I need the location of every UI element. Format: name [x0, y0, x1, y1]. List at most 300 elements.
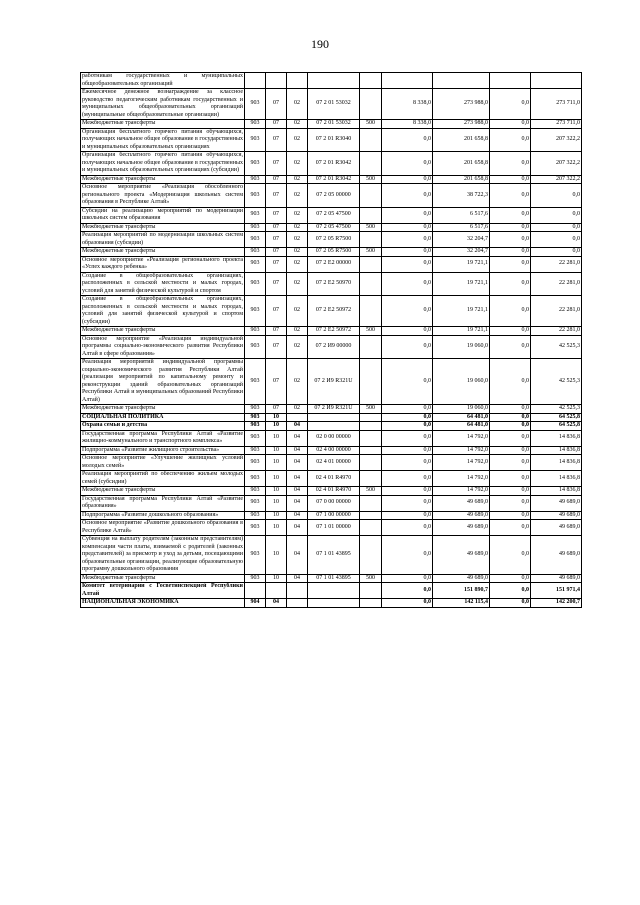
ministry-code: 903 [245, 520, 266, 536]
target-item-code: 07 1 01 43895 [308, 536, 360, 575]
row-name: Реализация мероприятий индивидуальной программы социально-экономического развития Республики Алтай (реализация мероприятий по капитальному ремонту и реконструкции зданий образовательных организаций Республики Алтай и муниципальных образований Республики Алтай) [82, 359, 243, 403]
table-row [81, 583, 582, 599]
target-item-code [308, 413, 360, 422]
amount-col-3: 0,0 [490, 471, 531, 487]
subsection-code [287, 413, 308, 422]
expense-type-code [360, 207, 382, 223]
amount-col-3: 0,0 [490, 430, 531, 446]
subsection-code: 02 [287, 405, 308, 414]
ministry-code: 903 [245, 471, 266, 487]
target-item-code: 07 1 01 43895 [308, 574, 360, 583]
amount-col-4: 49 689,0 [531, 520, 582, 536]
row-name: Государственная программа Республики Алтай «Развитие образования» [82, 495, 243, 509]
subsection-code: 02 [287, 327, 308, 336]
target-item-code: 07 2 05 R7500 [308, 232, 360, 248]
amount-col-1: 0,0 [382, 223, 433, 232]
table-row [81, 207, 582, 223]
amount-col-4: 14 836,8 [531, 446, 582, 455]
amount-col-4: 64 525,8 [531, 422, 582, 431]
target-item-code: 02 4 00 00000 [308, 446, 360, 455]
amount-col-3: 0,0 [490, 152, 531, 176]
expense-type-code [360, 520, 382, 536]
section-code: 07 [266, 232, 287, 248]
ministry-code: 903 [245, 120, 266, 129]
amount-col-1: 0,0 [382, 359, 433, 405]
amount-col-3: 0,0 [490, 413, 531, 422]
amount-col-1 [382, 73, 433, 89]
ministry-code [245, 73, 266, 89]
amount-col-3: 0,0 [490, 296, 531, 327]
amount-col-1: 0,0 [382, 128, 433, 152]
subsection-code: 02 [287, 335, 308, 359]
amount-col-3: 0,0 [490, 574, 531, 583]
ministry-code: 903 [245, 207, 266, 223]
table-row [81, 599, 582, 608]
amount-col-3: 0,0 [490, 89, 531, 120]
amount-col-1: 0,0 [382, 574, 433, 583]
ministry-code: 903 [245, 455, 266, 471]
amount-col-1: 0,0 [382, 175, 433, 184]
expense-type-code [360, 422, 382, 431]
amount-col-4: 151 971,4 [531, 583, 582, 599]
amount-col-2 [433, 73, 490, 89]
row-name: работникам государственных и муниципальных общеобразовательных организаций [82, 73, 243, 87]
expense-type-code [360, 232, 382, 248]
expense-type-code: 500 [360, 223, 382, 232]
row-name: Организация бесплатного горячего питания обучающихся, получающих начальное общее образование в государственных и муниципальных образовательных организациях [82, 128, 243, 150]
amount-col-4: 14 836,8 [531, 455, 582, 471]
target-item-code: 07 2 05 00000 [308, 184, 360, 208]
expense-type-code: 500 [360, 327, 382, 336]
amount-col-1: 0,0 [382, 272, 433, 296]
amount-col-3: 0,0 [490, 511, 531, 520]
subsection-code: 02 [287, 152, 308, 176]
subsection-code: 02 [287, 296, 308, 327]
amount-col-2: 32 204,7 [433, 232, 490, 248]
amount-col-1: 0,0 [382, 455, 433, 471]
amount-col-1: 0,0 [382, 446, 433, 455]
ministry-code: 903 [245, 232, 266, 248]
ministry-code: 903 [245, 175, 266, 184]
section-code: 07 [266, 89, 287, 120]
section-code: 07 [266, 223, 287, 232]
row-name: Организация бесплатного горячего питания обучающихся, получающих начальное общее образование в государственных и муниципальных образовательных организациях (субсидии) [82, 152, 243, 173]
subsection-code: 04 [287, 487, 308, 496]
amount-col-4: 0,0 [531, 223, 582, 232]
subsection-code: 04 [287, 471, 308, 487]
subsection-code: 02 [287, 184, 308, 208]
ministry-code: 903 [245, 430, 266, 446]
amount-col-3: 0,0 [490, 128, 531, 152]
amount-col-4: 22 281,0 [531, 272, 582, 296]
amount-col-3: 0,0 [490, 405, 531, 414]
subsection-code: 04 [287, 446, 308, 455]
section-code: 07 [266, 327, 287, 336]
amount-col-3: 0,0 [490, 583, 531, 599]
row-name: Межбюджетные трансферты [81, 120, 245, 129]
subsection-code: 04 [287, 574, 308, 583]
target-item-code: 07 2 01 53032 [308, 89, 360, 120]
expense-type-code [360, 152, 382, 176]
amount-col-1: 0,0 [382, 207, 433, 223]
row-name: Межбюджетные трансферты [81, 487, 245, 496]
amount-col-2: 49 689,0 [433, 511, 490, 520]
table-row [81, 89, 582, 120]
amount-col-4: 49 689,0 [531, 574, 582, 583]
expense-type-code [360, 455, 382, 471]
section-code: 10 [266, 413, 287, 422]
table-row [81, 327, 582, 336]
amount-col-4: 273 711,0 [531, 120, 582, 129]
table-row [81, 359, 582, 405]
table-row [81, 232, 582, 248]
target-item-code: 07 0 00 00000 [308, 495, 360, 511]
amount-col-4: 42 525,3 [531, 335, 582, 359]
ministry-code: 903 [245, 405, 266, 414]
section-code [266, 73, 287, 89]
expense-type-code [360, 511, 382, 520]
amount-col-2: 19 060,0 [433, 335, 490, 359]
expense-type-code [360, 583, 382, 599]
section-code: 10 [266, 487, 287, 496]
ministry-code: 903 [245, 248, 266, 257]
target-item-code: 07 2 И9 R321U [308, 359, 360, 405]
amount-col-1: 8 338,0 [382, 120, 433, 129]
row-name: Основное мероприятие «Реализация индивидуальной программы социально-экономического развития Республики Алтай в сфере образования» [82, 335, 243, 357]
amount-col-4: 42 525,3 [531, 359, 582, 405]
amount-col-1: 0,0 [382, 413, 433, 422]
section-code: 07 [266, 207, 287, 223]
expense-type-code [360, 446, 382, 455]
ministry-code: 903 [245, 495, 266, 511]
row-name: Ежемесячное денежное вознаграждение за классное руководство педагогическим работникам государственных и муниципальных общеобразовательных организаций (муниципальные общеобразовательные организации) [82, 89, 243, 118]
amount-col-4: 0,0 [531, 207, 582, 223]
ministry-code: 903 [245, 335, 266, 359]
amount-col-3 [490, 73, 531, 89]
ministry-code: 903 [245, 422, 266, 431]
expense-type-code [360, 536, 382, 575]
expense-type-code [360, 73, 382, 89]
section-code: 10 [266, 511, 287, 520]
amount-col-2: 38 722,3 [433, 184, 490, 208]
amount-col-2: 6 517,6 [433, 223, 490, 232]
section-code: 07 [266, 128, 287, 152]
section-code: 10 [266, 574, 287, 583]
table-row [81, 446, 582, 455]
amount-col-3: 0,0 [490, 184, 531, 208]
ministry-code: 903 [245, 487, 266, 496]
row-name: Реализация мероприятий по обеспечению жильем молодых семей (субсидии) [82, 471, 243, 485]
amount-col-1: 0,0 [382, 405, 433, 414]
amount-col-4: 14 836,8 [531, 487, 582, 496]
section-code: 07 [266, 248, 287, 257]
amount-col-3: 0,0 [490, 120, 531, 129]
amount-col-3: 0,0 [490, 272, 531, 296]
table-row [81, 152, 582, 176]
row-name: Межбюджетные трансферты [81, 175, 245, 184]
section-code: 07 [266, 272, 287, 296]
subsection-code: 02 [287, 223, 308, 232]
amount-col-2: 273 988,0 [433, 89, 490, 120]
row-name: Межбюджетные трансферты [81, 405, 245, 414]
target-item-code: 07 2 И9 R321U [308, 405, 360, 414]
row-name: СОЦИАЛЬНАЯ ПОЛИТИКА [81, 413, 245, 422]
target-item-code: 07 1 01 00000 [308, 520, 360, 536]
amount-col-3: 0,0 [490, 335, 531, 359]
amount-col-2: 14 792,0 [433, 471, 490, 487]
subsection-code: 04 [287, 430, 308, 446]
amount-col-3: 0,0 [490, 175, 531, 184]
section-code: 10 [266, 495, 287, 511]
amount-col-4: 207 322,2 [531, 152, 582, 176]
expense-type-code [360, 495, 382, 511]
subsection-code: 04 [287, 422, 308, 431]
expense-type-code [360, 256, 382, 272]
row-name: Межбюджетные трансферты [81, 327, 245, 336]
amount-col-2: 19 721,1 [433, 327, 490, 336]
subsection-code: 04 [287, 511, 308, 520]
row-name: Создание в общеобразовательных организациях, расположенных в сельской местности и малых городах, условий для занятий физической культурой и спортом (субсидии) [82, 296, 243, 325]
table-row [81, 455, 582, 471]
target-item-code: 07 2 05 47500 [308, 223, 360, 232]
amount-col-1: 0,0 [382, 495, 433, 511]
ministry-code: 903 [245, 327, 266, 336]
ministry-code: 903 [245, 272, 266, 296]
amount-col-2: 32 204,7 [433, 248, 490, 257]
target-item-code: 02 4 01 R4970 [308, 471, 360, 487]
section-code: 07 [266, 152, 287, 176]
amount-col-2: 14 792,0 [433, 430, 490, 446]
amount-col-1: 0,0 [382, 430, 433, 446]
amount-col-1: 0,0 [382, 536, 433, 575]
amount-col-1: 0,0 [382, 152, 433, 176]
subsection-code: 02 [287, 248, 308, 257]
section-code: 10 [266, 536, 287, 575]
row-name: Создание в общеобразовательных организациях, расположенных в сельской местности и малых городах, условий для занятий физической культурой и спортом [82, 272, 243, 294]
amount-col-2: 14 792,0 [433, 446, 490, 455]
ministry-code: 903 [245, 296, 266, 327]
amount-col-2: 201 658,8 [433, 175, 490, 184]
expense-type-code: 500 [360, 175, 382, 184]
subsection-code: 04 [287, 495, 308, 511]
subsection-code: 04 [287, 455, 308, 471]
expense-type-code [360, 359, 382, 405]
target-item-code: 07 2 05 47500 [308, 207, 360, 223]
subsection-code: 02 [287, 89, 308, 120]
table-row [81, 536, 582, 575]
subsection-code: 02 [287, 120, 308, 129]
amount-col-4: 22 281,0 [531, 256, 582, 272]
amount-col-1: 0,0 [382, 184, 433, 208]
subsection-code: 04 [287, 520, 308, 536]
section-code: 10 [266, 455, 287, 471]
subsection-code: 02 [287, 175, 308, 184]
row-name: Межбюджетные трансферты [81, 223, 245, 232]
amount-col-2: 201 658,8 [433, 128, 490, 152]
ministry-code: 903 [245, 152, 266, 176]
section-code: 07 [266, 175, 287, 184]
row-name: Основное мероприятие «Реализация обособленного регионального проекта «Модернизация школьных систем образования в Республике Алтай» [82, 184, 243, 205]
expense-type-code: 500 [360, 487, 382, 496]
row-name: НАЦИОНАЛЬНАЯ ЭКОНОМИКА [81, 599, 245, 608]
table-row [81, 73, 582, 89]
amount-col-2: 14 792,0 [433, 487, 490, 496]
row-name: Субсидии на реализацию мероприятий по модернизации школьных систем образования [82, 207, 243, 221]
subsection-code [287, 599, 308, 608]
amount-col-4: 49 689,0 [531, 495, 582, 511]
table-row [81, 487, 582, 496]
amount-col-4: 49 689,0 [531, 511, 582, 520]
expense-type-code [360, 128, 382, 152]
amount-col-2: 49 689,0 [433, 520, 490, 536]
amount-col-4: 14 836,8 [531, 471, 582, 487]
amount-col-4: 14 836,8 [531, 430, 582, 446]
amount-col-3: 0,0 [490, 520, 531, 536]
amount-col-2: 6 517,6 [433, 207, 490, 223]
amount-col-2: 19 060,0 [433, 359, 490, 405]
amount-col-1: 0,0 [382, 471, 433, 487]
amount-col-4: 22 281,0 [531, 327, 582, 336]
amount-col-2: 49 689,0 [433, 495, 490, 511]
target-item-code: 07 2 E2 50972 [308, 327, 360, 336]
row-name: Субвенция на выплату родителям (законным представителям) компенсации части платы, взимаемой с родителей (законных представителей) за присмотр и уход за детьми, посещающими образовательные организации, реализующие образовательную программу дошкольного образования [82, 536, 243, 572]
amount-col-2: 49 689,0 [433, 574, 490, 583]
amount-col-4: 0,0 [531, 248, 582, 257]
target-item-code: 07 1 00 00000 [308, 511, 360, 520]
subsection-code: 02 [287, 232, 308, 248]
amount-col-4: 64 525,8 [531, 413, 582, 422]
expense-type-code [360, 335, 382, 359]
expense-type-code: 500 [360, 248, 382, 257]
table-row [81, 520, 582, 536]
amount-col-3: 0,0 [490, 248, 531, 257]
amount-col-3: 0,0 [490, 232, 531, 248]
target-item-code: 07 2 01 R3042 [308, 175, 360, 184]
amount-col-2: 19 721,1 [433, 296, 490, 327]
table-row [81, 422, 582, 431]
expense-type-code [360, 430, 382, 446]
target-item-code: 02 0 00 00000 [308, 430, 360, 446]
row-name: Межбюджетные трансферты [81, 248, 245, 257]
ministry-code: 903 [245, 511, 266, 520]
amount-col-1: 0,0 [382, 248, 433, 257]
target-item-code: 02 4 01 R4970 [308, 487, 360, 496]
amount-col-3: 0,0 [490, 327, 531, 336]
ministry-code: 903 [245, 359, 266, 405]
row-name: Подпрограмма «Развитие жилищного строительства» [81, 446, 245, 455]
table-row [81, 511, 582, 520]
amount-col-3: 0,0 [490, 422, 531, 431]
amount-col-4: 142 200,7 [531, 599, 582, 608]
amount-col-1: 0,0 [382, 327, 433, 336]
expense-type-code [360, 184, 382, 208]
ministry-code: 903 [245, 446, 266, 455]
row-name: Основное мероприятие «Развитие дошкольного образования в Республике Алтай» [82, 520, 243, 534]
expense-type-code [360, 599, 382, 608]
section-code: 10 [266, 422, 287, 431]
target-item-code: 07 2 E2 00000 [308, 256, 360, 272]
expense-type-code [360, 471, 382, 487]
section-code: 07 [266, 296, 287, 327]
amount-col-4: 0,0 [531, 184, 582, 208]
amount-col-4: 0,0 [531, 232, 582, 248]
expense-type-code: 500 [360, 405, 382, 414]
table-row [81, 574, 582, 583]
amount-col-4: 207 322,2 [531, 128, 582, 152]
budget-table [80, 72, 582, 608]
amount-col-1: 0,0 [382, 296, 433, 327]
table-row [81, 413, 582, 422]
section-code [266, 583, 287, 599]
expense-type-code [360, 413, 382, 422]
ministry-code: 903 [245, 128, 266, 152]
table-row [81, 223, 582, 232]
row-name: Реализация мероприятий по модернизации школьных систем образования (субсидии) [82, 232, 243, 246]
table-row [81, 128, 582, 152]
expense-type-code: 500 [360, 120, 382, 129]
row-name: Государственная программа Республики Алтай «Развитие жилищно-коммунального и транспортного комплекса» [82, 430, 243, 444]
table-row [81, 248, 582, 257]
expense-type-code: 500 [360, 574, 382, 583]
section-code: 10 [266, 446, 287, 455]
target-item-code: 07 2 И9 00000 [308, 335, 360, 359]
amount-col-3: 0,0 [490, 455, 531, 471]
target-item-code [308, 422, 360, 431]
table-row [81, 256, 582, 272]
amount-col-2: 64 481,0 [433, 413, 490, 422]
subsection-code: 02 [287, 256, 308, 272]
amount-col-4: 273 711,0 [531, 89, 582, 120]
amount-col-3: 0,0 [490, 223, 531, 232]
ministry-code: 903 [245, 256, 266, 272]
amount-col-3: 0,0 [490, 487, 531, 496]
row-name: Основное мероприятие «Реализация регионального проекта «Успех каждого ребенка» [82, 256, 243, 270]
subsection-code: 02 [287, 128, 308, 152]
subsection-code: 04 [287, 536, 308, 575]
amount-col-3: 0,0 [490, 495, 531, 511]
table-row [81, 184, 582, 208]
subsection-code: 02 [287, 359, 308, 405]
amount-col-3: 0,0 [490, 446, 531, 455]
amount-col-1: 0,0 [382, 520, 433, 536]
ministry-code: 903 [245, 223, 266, 232]
amount-col-1: 0,0 [382, 583, 433, 599]
amount-col-4: 207 322,2 [531, 175, 582, 184]
ministry-code: 903 [245, 413, 266, 422]
amount-col-1: 0,0 [382, 422, 433, 431]
table-row [81, 335, 582, 359]
amount-col-1: 0,0 [382, 511, 433, 520]
amount-col-1: 0,0 [382, 599, 433, 608]
table-row [81, 405, 582, 414]
expense-type-code [360, 89, 382, 120]
ministry-code [245, 583, 266, 599]
section-code: 10 [266, 520, 287, 536]
target-item-code: 07 2 E2 50972 [308, 296, 360, 327]
amount-col-1: 0,0 [382, 232, 433, 248]
section-code: 10 [266, 471, 287, 487]
section-code: 07 [266, 405, 287, 414]
amount-col-2: 151 890,7 [433, 583, 490, 599]
amount-col-1: 0,0 [382, 335, 433, 359]
amount-col-1: 0,0 [382, 487, 433, 496]
amount-col-4 [531, 73, 582, 89]
row-name: Межбюджетные трансферты [81, 574, 245, 583]
target-item-code: 07 2 01 R3040 [308, 128, 360, 152]
amount-col-3: 0,0 [490, 256, 531, 272]
amount-col-1: 8 338,0 [382, 89, 433, 120]
amount-col-2: 19 060,0 [433, 405, 490, 414]
